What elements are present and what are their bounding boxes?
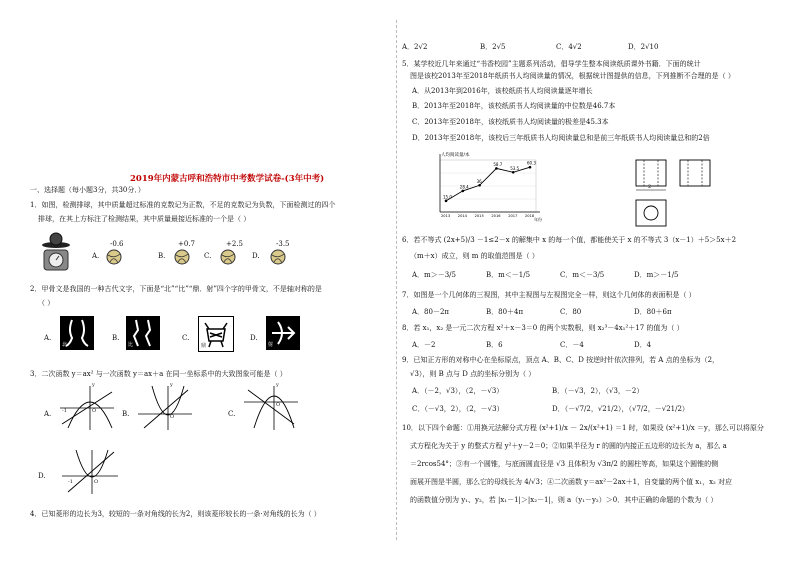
- origin-label: O: [94, 479, 99, 485]
- y-axis-label: y: [170, 382, 173, 388]
- q1-line2: 排球，在其上方标注了检测结果，其中质量最接近标准的一个是（ ）: [38, 215, 251, 223]
- chart-point: [512, 171, 515, 174]
- q9-option-a[interactable]: A．（－2，√3），（2，－√3）: [412, 387, 504, 395]
- chart-point: [495, 167, 498, 170]
- q8-option-d[interactable]: D．4: [634, 341, 652, 349]
- origin-label: O: [92, 408, 97, 414]
- chart-data-label: 60.3: [527, 160, 536, 166]
- q3-line1: 3．二次函数 y＝ax² 与一次函数 y＝ax＋a 在同一坐标系中的大致图象可能是（ ）: [30, 370, 287, 378]
- q10-line3: ＝2rcos54°；③有一个圆锥，与底面圆直径是 √3 且体积为 √3π/2 的圆柱等高，如果这个圆锥的侧: [410, 460, 719, 468]
- q6-option-b[interactable]: B．m＜－1/5: [486, 271, 531, 279]
- q2-line1: 2．甲骨文是我国的一种古代文字，下面是“北”“比”“鼎．射”四个字的甲骨文，不是轴对称的是: [30, 285, 322, 293]
- q5-line1: 5．某学校近几年来通过“书香校园”主题系列活动，倡导学生整本阅读纸质课外书籍．下面的统计: [402, 60, 701, 68]
- q6-line2: （m＋x）成立，则 m 的取值范围是（ ）: [410, 252, 539, 260]
- q7-option-d[interactable]: D．80＋6π: [634, 308, 672, 316]
- q4-option-d[interactable]: D．2√10: [628, 43, 659, 51]
- volleyball-icon: [174, 249, 190, 265]
- q8-option-c[interactable]: C．－4: [560, 341, 584, 349]
- tick-label: -1: [62, 408, 67, 414]
- q3-option-d[interactable]: D.: [38, 472, 46, 480]
- glyph-she-image: [266, 316, 300, 350]
- ball-d-label: -3.5: [276, 240, 290, 248]
- volleyball-icon: [220, 249, 236, 265]
- q2-option-b[interactable]: B.: [112, 334, 120, 342]
- origin-label: O: [276, 402, 281, 408]
- left-column: [30, 0, 390, 562]
- q9-option-b[interactable]: B．（－√3，2），（√3，－2）: [552, 387, 644, 395]
- q10-line4: 面展开图是半圆，那么它的母线长为 4/√3；④二次函数 y＝ax²－2ax＋1，自变量的两个值 x₁，x₂ 对应: [410, 478, 733, 486]
- chart-data-label: 58.7: [493, 161, 503, 167]
- q1-option-b[interactable]: B.: [158, 252, 166, 260]
- chart-data-label: 15.0: [443, 194, 452, 200]
- origin-label: O: [170, 414, 175, 420]
- y-axis-label: y: [92, 382, 95, 388]
- q2-option-c[interactable]: C.: [182, 334, 190, 342]
- q3-option-c[interactable]: C.: [228, 410, 236, 418]
- graph-c: [244, 384, 298, 430]
- q5-option-d[interactable]: D．2013年至2018年，该校后三年纸质书人均阅读量总和是前三年纸质书人均阅读量总和的2倍: [412, 134, 710, 142]
- volleyball-icon: [106, 249, 122, 265]
- chart-tick-label: 2015: [474, 214, 484, 218]
- glyph-caption: 鼎: [201, 343, 207, 349]
- tick-label: -1: [68, 479, 73, 485]
- scale-icon: [38, 232, 74, 272]
- q9-line2: √3），则 B 点与 D 点的坐标分别为（ ）: [410, 370, 536, 378]
- glyph-bi-image: [126, 316, 160, 350]
- q1-option-d[interactable]: D.: [252, 252, 260, 260]
- chart-series-line: [446, 167, 530, 201]
- q1-option-c[interactable]: C.: [204, 252, 212, 260]
- q4-option-b[interactable]: B．2√5: [480, 43, 506, 51]
- q8-option-a[interactable]: A．－2: [412, 341, 436, 349]
- volleyball-icon: [270, 249, 286, 265]
- chart-point: [445, 200, 448, 203]
- q10-line5: 的函数值分别为 y₁、y₂，若 |x₁－1|＞|x₂－1|，则 a（y₁－y₂）＞0．其中正确的命题的个数为（ ）: [410, 496, 718, 504]
- q7-option-c[interactable]: C．80: [560, 308, 582, 316]
- q3-option-a[interactable]: A.: [44, 410, 52, 418]
- glyph-caption: 北: [62, 342, 68, 348]
- right-column: [402, 0, 772, 562]
- graph-d: [62, 448, 118, 494]
- q5-option-b[interactable]: B．2013年至2018年，该校纸质书人均阅读量的中位数是46.7本: [412, 102, 616, 110]
- q5-option-a[interactable]: A．从2013年到2016年，该校纸质书人均阅读量逐年增长: [412, 87, 593, 95]
- chart-data-label: 36: [476, 178, 482, 184]
- ball-b-label: +0.7: [178, 240, 195, 248]
- graph-a: [60, 384, 114, 430]
- q4-option-c[interactable]: C．4√2: [556, 43, 582, 51]
- page-title: 2019年内蒙古呼和浩特市中考数学试卷-(3年中考): [130, 174, 325, 184]
- chart-data-label: 28.4: [459, 184, 469, 190]
- section-heading: 一、选择题（每小题3分，共30分．）: [30, 186, 145, 194]
- chart-tick-label: 2013: [441, 214, 451, 218]
- q6-option-d[interactable]: D．m＞－1/5: [634, 271, 679, 279]
- graph-b: [138, 384, 192, 430]
- ball-c-label: +2.5: [226, 240, 243, 248]
- q7-option-a[interactable]: A．80－2π: [412, 308, 450, 316]
- q10-line2: 式方程化为关于 y 的整式方程 y²＋y－2＝0；②如果半径为 r 的圆的内接正五边形的边长为 a，那么 a: [410, 442, 727, 450]
- q5-option-c[interactable]: C．2013年至2018年，该校纸质书人均阅读量的极差是45.3本: [412, 118, 609, 126]
- chart-tick-label: 2017: [508, 214, 518, 218]
- chart-point: [478, 184, 481, 187]
- chart-data-label: 53.5: [510, 165, 520, 171]
- y-axis-label: y: [276, 382, 279, 388]
- glyph-caption: 比: [128, 342, 134, 348]
- glyph-bei-image: [60, 316, 94, 350]
- chart-point: [529, 166, 532, 169]
- chart-tick-label: 2016: [491, 214, 501, 218]
- q6-option-a[interactable]: A．m＞－3/5: [412, 271, 456, 279]
- q10-line1: 10．以下四个命题：①用换元法解分式方程 (x²+1)/x － 2x/(x²+1) ＝1 时，如果设 (x²+1)/x ＝y，那么可以将原分: [402, 424, 764, 432]
- q5-line2: 图是该校2013年至2018年纸质书人均阅读量的情况，根据统计图提供的信息，下列推断不合理的是（ ）: [410, 72, 735, 80]
- q3-option-b[interactable]: B.: [122, 410, 130, 418]
- q2-option-a[interactable]: A.: [44, 334, 52, 342]
- q4-option-a[interactable]: A．2√2: [402, 43, 428, 51]
- q4-line1: 4．已知菱形的边长为3，较短的一条对角线的长为2，则该菱形较长的一条·对角线的长为（ ）: [30, 510, 321, 518]
- q1-option-a[interactable]: A.: [92, 252, 100, 260]
- q6-option-c[interactable]: C．m＜－3/5: [560, 271, 605, 279]
- q9-line1: 9．已知正方形的对称中心在坐标原点，顶点 A、B、C、D 按逆时针依次排列，若 A 点的坐标为（2，: [402, 356, 720, 364]
- chart-x-title: 年份: [534, 217, 542, 222]
- q7-option-b[interactable]: B．80＋4π: [486, 308, 524, 316]
- q8-line1: 8．若 x₁，x₂ 是一元二次方程 x²＋x－3＝0 的两个实数根，则 x₂³－4x₁²＋17 的值为（ ）: [402, 324, 684, 332]
- q1-line1: 1．如图，检测排球，其中质量超过标准的克数记为正数，不足的克数记为负数，下面检测过的四个: [30, 201, 336, 209]
- ball-a-label: -0.6: [110, 240, 124, 248]
- q6-line1: 6．若不等式 (2x+5)/3 －1≤2－x 的解集中 x 的每一个值，都能使关于 x 的不等式 3（x－1）＋5＞5x＋2: [402, 236, 737, 244]
- q2-line2: （ ）: [38, 299, 55, 307]
- three-view-drawing: [630, 150, 720, 230]
- q2-option-d[interactable]: D.: [250, 334, 258, 342]
- chart-y-title: 人均阅读量/本: [441, 153, 470, 158]
- column-divider: [396, 20, 397, 540]
- glyph-caption: 射: [268, 342, 274, 348]
- chart-tick-label: 2014: [457, 214, 467, 218]
- q7-line1: 7．如图是一个几何体的三视图，其中主视图与左视图完全一样，则这个几何体的表面积是（ ）: [402, 291, 696, 299]
- chart-point: [462, 190, 465, 193]
- q9-option-c[interactable]: C．（－√3，2），（2，－√3）: [412, 405, 504, 413]
- glyph-ding-image: [198, 316, 234, 352]
- q9-option-d[interactable]: D．（－√7/2，√21/2），（√7/2，－√21/2）: [552, 405, 689, 413]
- chart-tick-label: 2018: [525, 214, 535, 218]
- dimension-label: 2: [648, 184, 652, 190]
- q8-option-b[interactable]: B．6: [486, 341, 503, 349]
- reading-line-chart: [432, 150, 542, 220]
